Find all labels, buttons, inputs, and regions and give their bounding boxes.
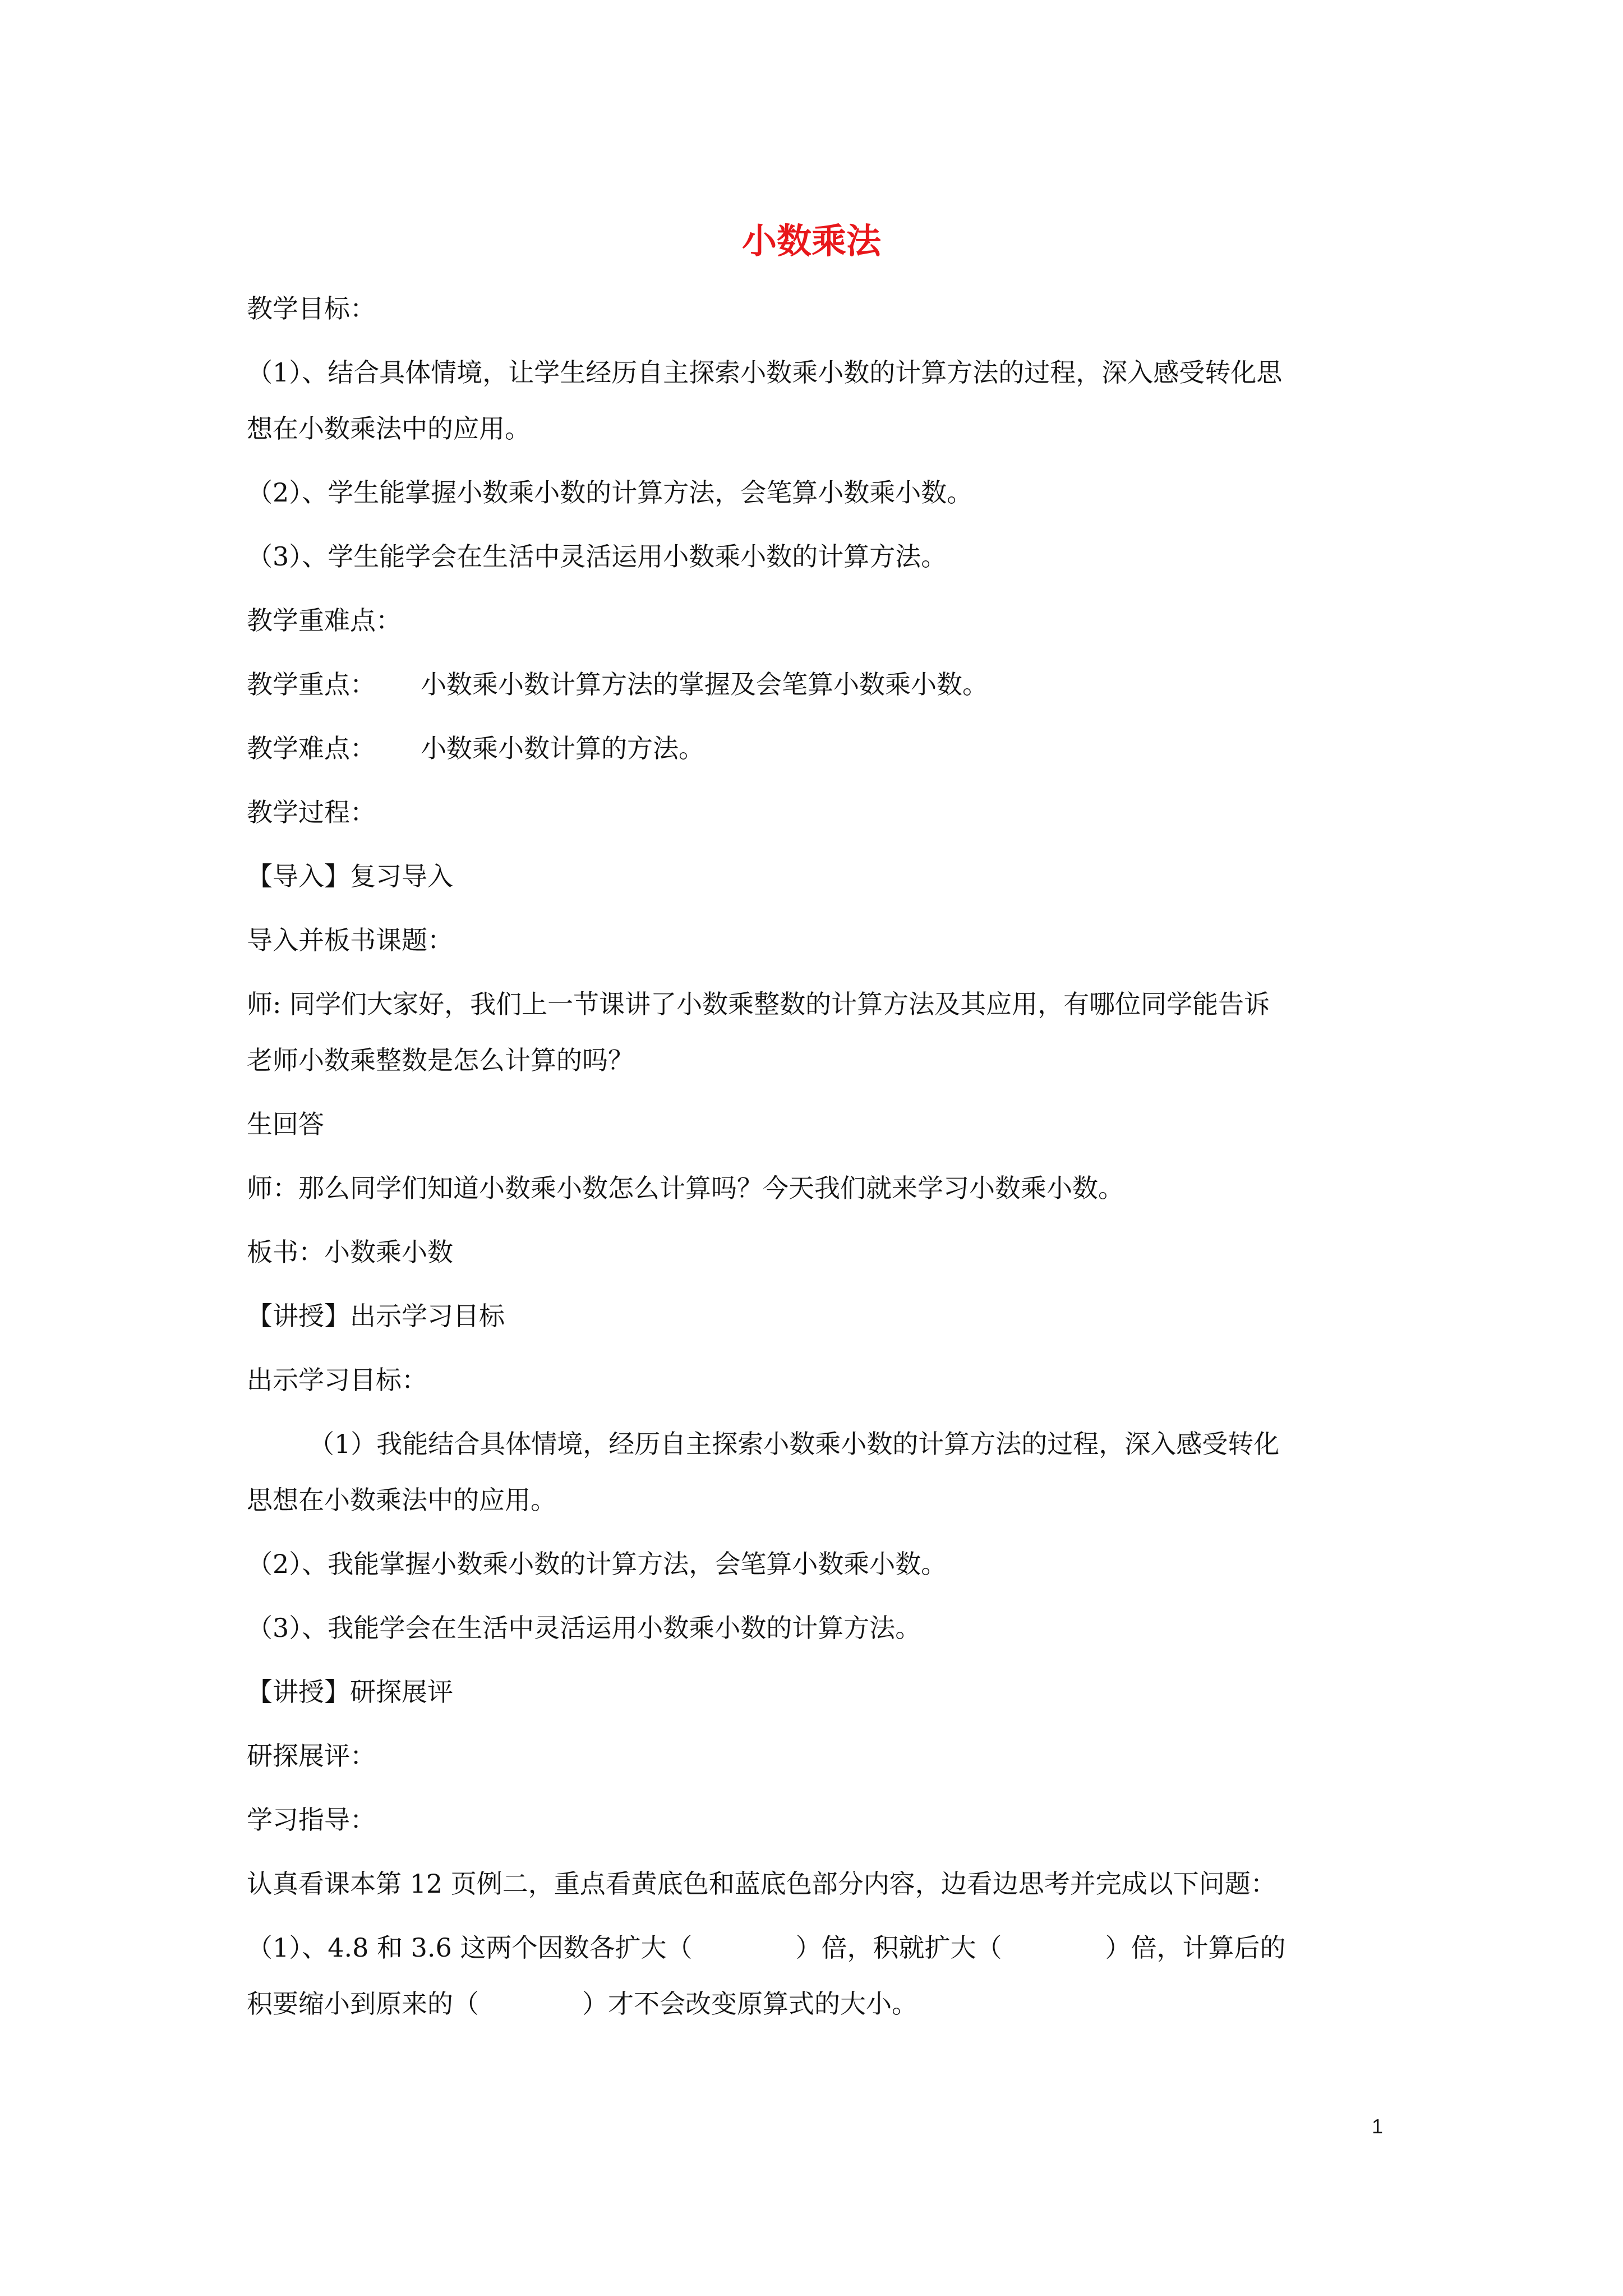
step-explore-heading: 【讲授】研探展评 — [247, 1677, 453, 1707]
study-guide-heading: 学习指导： — [247, 1805, 376, 1835]
objective-2: （2）、学生能掌握小数乘小数的计算方法，会笔算小数乘小数。 — [247, 477, 973, 508]
goal-1-line-2: 思想在小数乘法中的应用。 — [247, 1485, 556, 1515]
key-point-text: 小数乘小数计算方法的掌握及会笔算小数乘小数。 — [421, 669, 988, 700]
objective-3: （3）、学生能学会在生活中灵活运用小数乘小数的计算方法。 — [247, 541, 947, 572]
teacher-question-line-1: 师: 同学们大家好，我们上一节课讲了小数乘整数的计算方法及其应用，有哪位同学能告诉 — [247, 989, 1270, 1019]
objective-1-line-1: （1）、结合具体情境，让学生经历自主探索小数乘小数的计算方法的过程，深入感受转化思 — [247, 357, 1283, 388]
step-goals-subheading: 出示学习目标： — [247, 1365, 427, 1395]
study-guide-instruction: 认真看课本第 12 页例二，重点看黄底色和蓝底色部分内容，边看边思考并完成以下问题： — [247, 1869, 1276, 1899]
page-number: 1 — [1372, 2115, 1384, 2138]
goal-2: （2）、我能掌握小数乘小数的计算方法，会笔算小数乘小数。 — [247, 1549, 947, 1579]
teacher-transition: 师：那么同学们知道小数乘小数怎么计算吗？今天我们就来学习小数乘小数。 — [247, 1173, 1124, 1203]
step-intro-heading: 【导入】复习导入 — [247, 861, 453, 891]
key-point-label: 教学重点： — [247, 669, 376, 700]
step-intro-subheading: 导入并板书课题： — [247, 925, 453, 955]
goal-1-line-1: （1）我能结合具体情境，经历自主探索小数乘小数的计算方法的过程，深入感受转化 — [308, 1429, 1280, 1459]
difficult-point-label: 教学难点： — [247, 733, 376, 763]
document-title: 小数乘法 — [741, 220, 881, 261]
document-body — [247, 292, 1391, 2051]
objective-1-line-2: 想在小数乘法中的应用。 — [247, 413, 531, 444]
goal-3: （3）、我能学会在生活中灵活运用小数乘小数的计算方法。 — [247, 1613, 921, 1643]
step-explore-subheading: 研探展评： — [247, 1741, 376, 1771]
section-heading-objectives: 教学目标： — [247, 293, 376, 324]
student-answer: 生回答 — [247, 1109, 324, 1139]
blackboard-title: 板书：小数乘小数 — [247, 1237, 453, 1267]
section-heading-process: 教学过程： — [247, 797, 376, 827]
step-goals-heading: 【讲授】出示学习目标 — [247, 1301, 505, 1331]
question-1-line-1: （1）、4.8 和 3.6 这两个因数各扩大（ ）倍，积就扩大（ ）倍，计算后的 — [247, 1932, 1286, 1963]
question-1-line-2: 积要缩小到原来的（ ）才不会改变原算式的大小。 — [247, 1989, 917, 2019]
key-point — [247, 668, 1391, 701]
difficult-point-text: 小数乘小数计算的方法。 — [421, 733, 704, 763]
difficult-point — [247, 731, 1391, 765]
section-heading-key-difficult: 教学重难点： — [247, 605, 402, 636]
teacher-question-line-2: 老师小数乘整数是怎么计算的吗？ — [247, 1045, 634, 1075]
